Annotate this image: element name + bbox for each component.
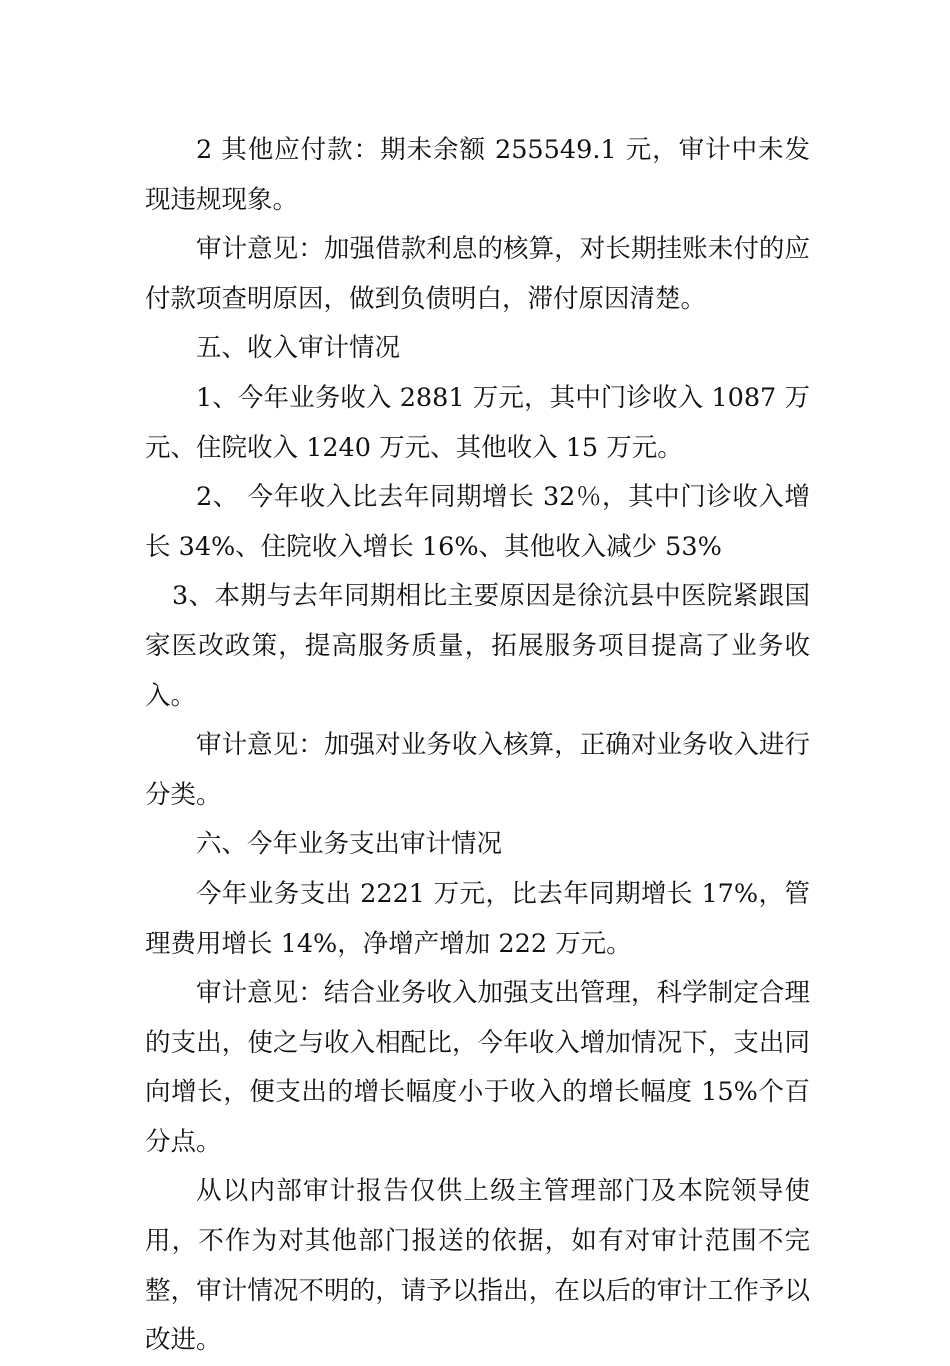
paragraph-income-item-3: 3、本期与去年同期相比主要原因是徐沆县中医院紧跟国家医改政策，提高服务质量，拓展服务项目提高了业务收入。 — [145, 581, 810, 711]
paragraph-audit-opinion-expense: 审计意见：结合业务收入加强支出管理，科学制定合理的支出，使之与收入相配比，今年收入增加情况下，支出同向增长，便支出的增长幅度小于收入的增长幅度 15%个百分点。 — [145, 978, 810, 1157]
paragraph-income-item-2: 2、 今年收入比去年同期增长 32％，其中门诊收入增长 34%、住院收入增长 16%、其他收入减少 53% — [145, 482, 810, 562]
paragraph-audit-opinion-liabilities: 审计意见：加强借款利息的核算，对长期挂账未付的应付款项查明原因，做到负债明白，滞付原因清楚。 — [145, 234, 810, 314]
section-heading-expense-audit: 六、今年业务支出审计情况 — [196, 829, 503, 860]
paragraph-income-item-1: 1、今年业务收入 2881 万元，其中门诊收入 1087 万元、住院收入 1240 万元、其他收入 15 万元。 — [145, 382, 810, 463]
document-body — [145, 126, 810, 1366]
paragraph-audit-opinion-income: 审计意见：加强对业务收入核算，正确对业务收入进行分类。 — [145, 730, 810, 810]
paragraph-expense-summary: 今年业务支出 2221 万元，比去年同期增长 17%，管理费用增长 14%，净增产增加 222 万元。 — [145, 878, 810, 959]
section-heading-income-audit: 五、收入审计情况 — [196, 333, 401, 364]
paragraph-other-payables: 2 其他应付款：期未余额 255549.1 元，审计中未发现违规现象。 — [145, 135, 810, 215]
paragraph-report-usage-note: 从以内部审计报告仅供上级主管理部门及本院领导使用，不作为对其他部门报送的依据，如有对审计范围不完整，审计情况不明的，请予以指出，在以后的审计工作予以改进。 — [145, 1176, 810, 1356]
